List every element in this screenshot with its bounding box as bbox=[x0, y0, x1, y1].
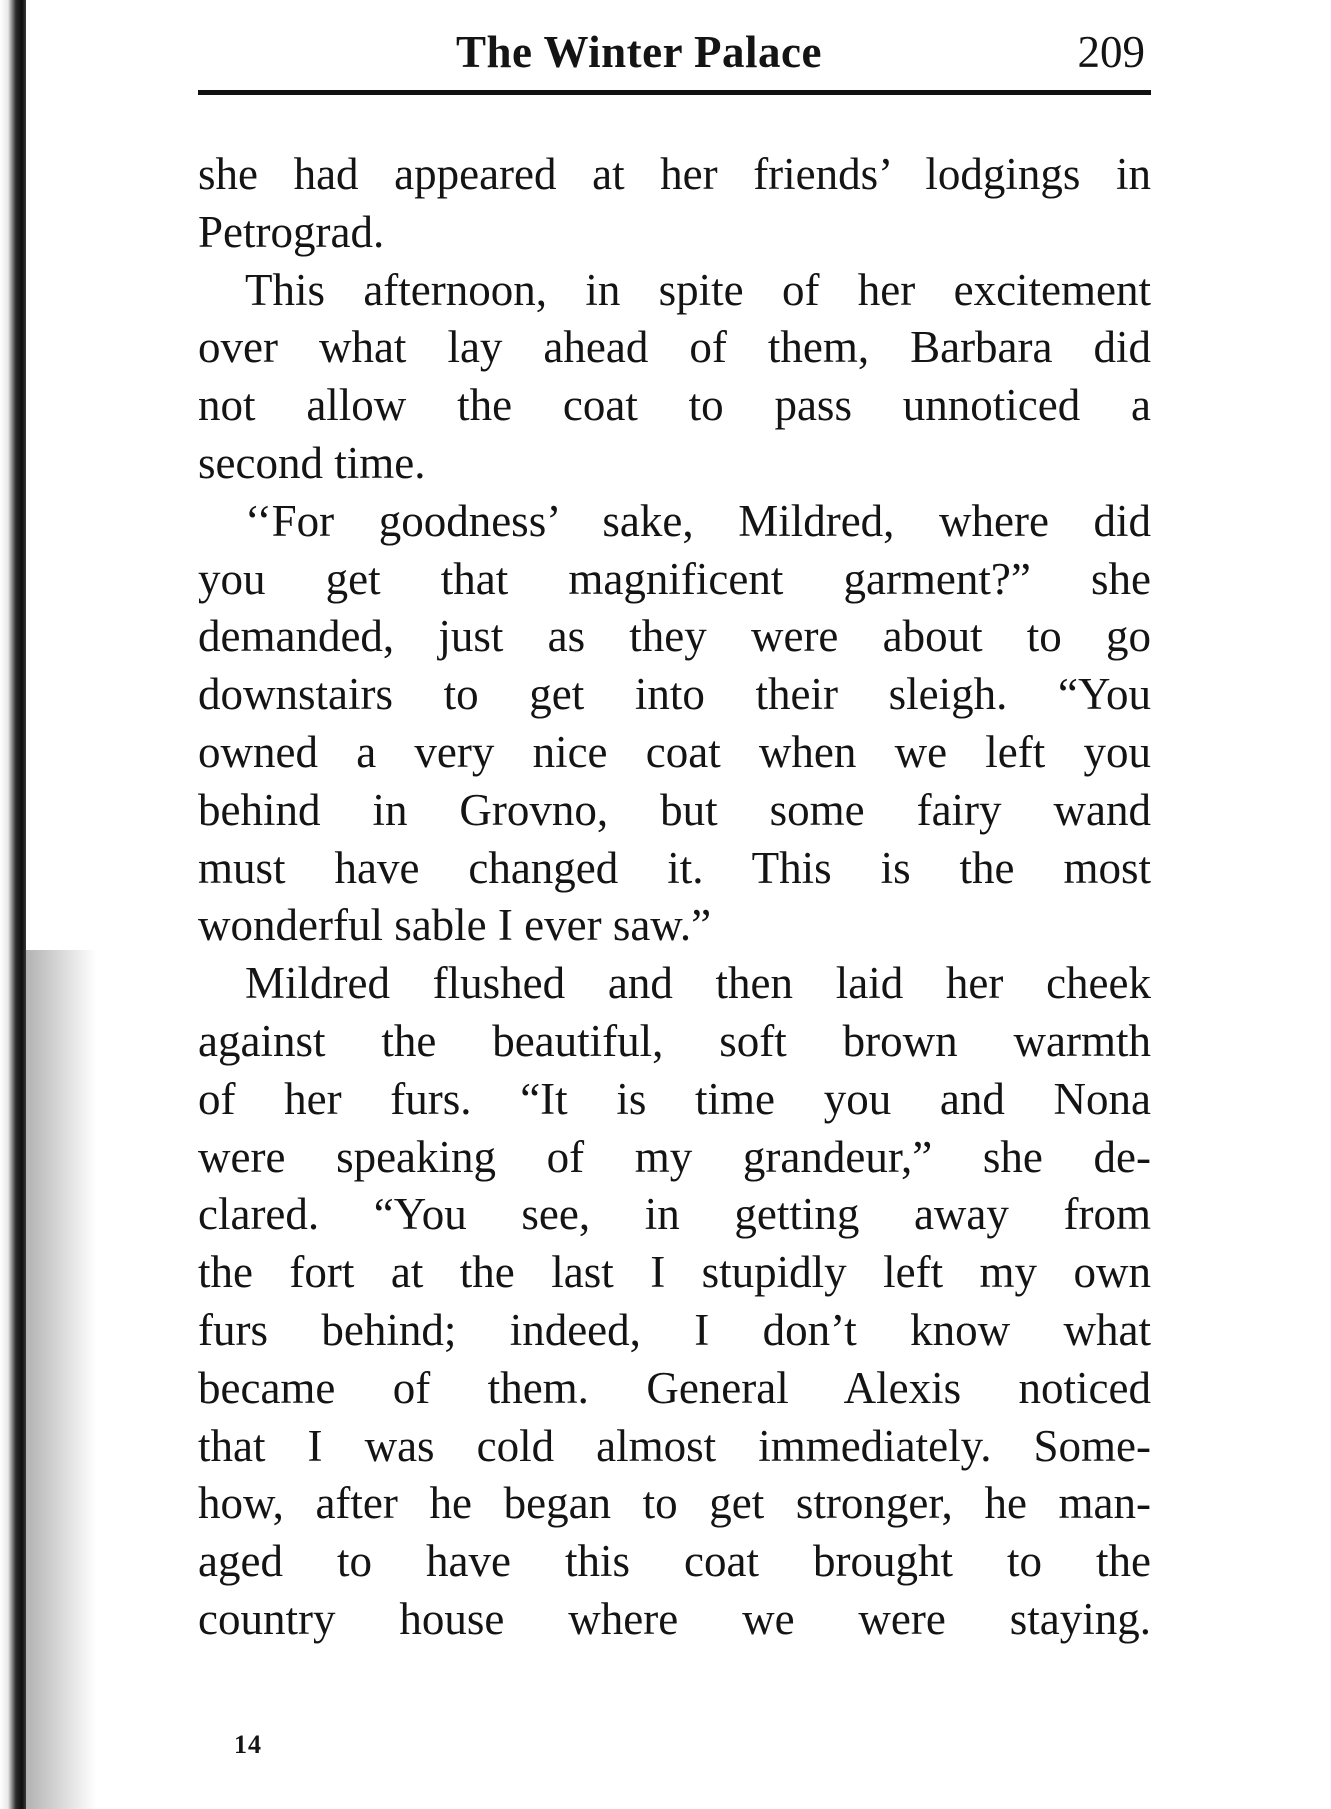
text-line: wonderful sable I ever saw.” bbox=[198, 900, 712, 951]
text-line: furs behind; indeed, I don’t know what bbox=[198, 1304, 1151, 1355]
text-line: became of them. General Alexis noticed bbox=[198, 1362, 1151, 1413]
printer-signature-mark: 14 bbox=[234, 1730, 262, 1759]
text-line: owned a very nice coat when we left you bbox=[198, 726, 1151, 777]
text-line: ‘‘For goodness’ sake, Mildred, where did bbox=[245, 495, 1151, 546]
text-line: downstairs to get into their sleigh. “You bbox=[198, 669, 1151, 720]
text-line: aged to have this coat brought to the bbox=[198, 1536, 1151, 1587]
text-line: of her furs. “It is time you and Nona bbox=[198, 1073, 1151, 1124]
text-line: Petrograd. bbox=[198, 206, 385, 257]
text-line: This afternoon, in spite of her excitement bbox=[245, 264, 1151, 315]
text-line: second time. bbox=[198, 437, 426, 488]
text-line: how, after he began to get stronger, he man- bbox=[198, 1478, 1151, 1529]
text-line: she had appeared at her friends’ lodgings in bbox=[198, 149, 1151, 199]
binding-shadow bbox=[26, 950, 96, 1809]
text-line: country house where we were staying. bbox=[198, 1593, 1151, 1644]
text-line: demanded, just as they were about to go bbox=[198, 611, 1151, 662]
text-line: were speaking of my grandeur,” she de- bbox=[198, 1131, 1151, 1182]
binding-edge bbox=[0, 0, 26, 1809]
header-rule bbox=[198, 90, 1151, 95]
running-title: The Winter Palace bbox=[456, 27, 822, 77]
text-line: clared. “You see, in getting away from bbox=[198, 1189, 1151, 1240]
text-line: that I was cold almost immediately. Some- bbox=[198, 1420, 1151, 1471]
text-line: Mildred flushed and then laid her cheek bbox=[245, 958, 1151, 1009]
text-line: you get that magnificent garment?” she bbox=[198, 553, 1151, 604]
text-line: must have changed it. This is the most bbox=[198, 842, 1151, 893]
text-line: the fort at the last I stupidly left my own bbox=[198, 1247, 1151, 1298]
text-line: over what lay ahead of them, Barbara did bbox=[198, 322, 1151, 373]
text-line: against the beautiful, soft brown warmth bbox=[198, 1015, 1151, 1066]
text-line: behind in Grovno, but some fairy wand bbox=[198, 784, 1151, 835]
text-line: not allow the coat to pass unnoticed a bbox=[198, 380, 1151, 431]
body-text bbox=[198, 146, 1151, 1649]
running-header bbox=[198, 22, 1151, 92]
page-number: 209 bbox=[1077, 27, 1145, 77]
